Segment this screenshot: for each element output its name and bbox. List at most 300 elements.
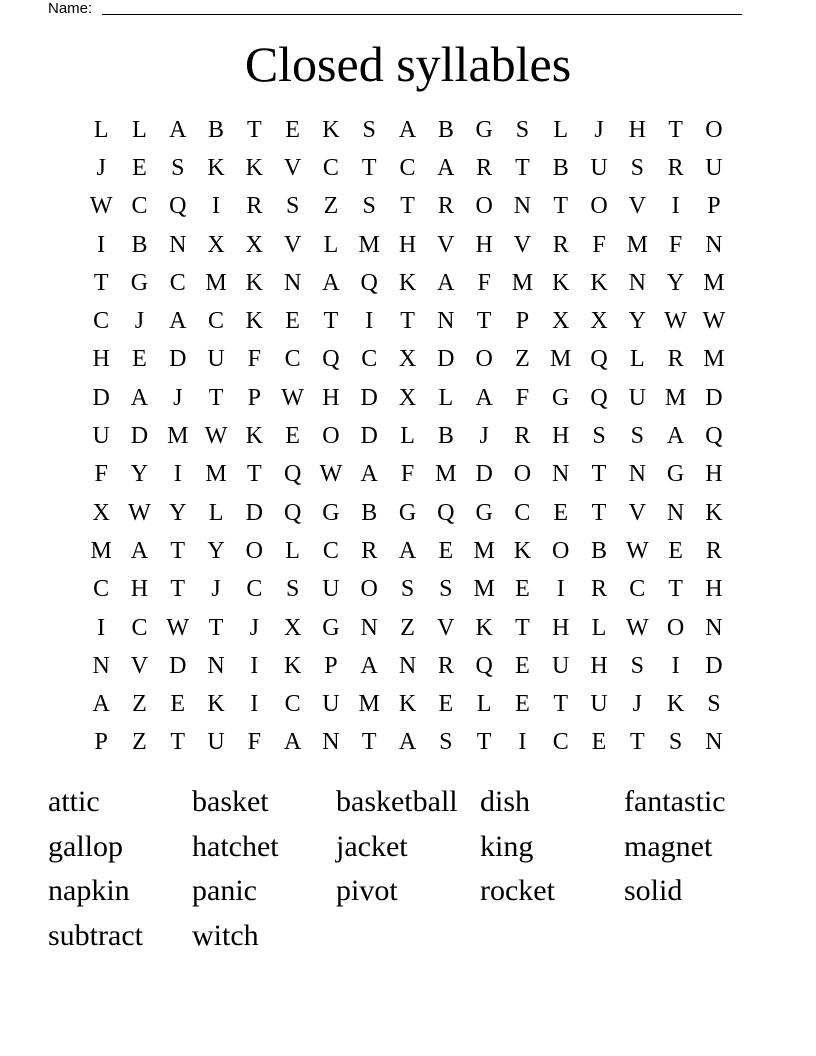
grid-letter: G — [552, 384, 570, 411]
grid-letter: N — [169, 231, 187, 258]
word-bank-item: pivot — [336, 874, 398, 908]
grid-letter: I — [173, 461, 182, 488]
grid-letter: Q — [169, 193, 187, 220]
grid-letter: A — [322, 269, 340, 296]
grid-letter: Q — [283, 499, 302, 526]
grid-letter: S — [362, 193, 376, 220]
grid-letter: J — [96, 154, 106, 181]
grid-letter: A — [475, 384, 493, 411]
grid-letter: M — [358, 691, 380, 718]
grid-letter: S — [515, 116, 530, 143]
word-bank-item: magnet — [624, 829, 713, 863]
grid-letter: O — [245, 537, 263, 564]
grid-letter: F — [247, 729, 262, 756]
word-bank-item: solid — [624, 874, 683, 908]
grid-letter: N — [513, 193, 532, 220]
grid-letter: Z — [132, 729, 147, 756]
grid-letter: K — [245, 269, 263, 296]
grid-letter: J — [134, 308, 145, 335]
grid-letter: S — [285, 576, 300, 603]
grid-letter: P — [707, 193, 721, 220]
grid-letter: S — [592, 423, 606, 450]
grid-letter: L — [591, 614, 607, 641]
grid-letter: X — [398, 346, 417, 373]
grid-letter: N — [207, 652, 225, 679]
grid-letter: W — [702, 308, 726, 335]
grid-letter: X — [552, 308, 570, 335]
grid-letter: S — [285, 193, 300, 220]
grid-letter: Z — [400, 614, 415, 641]
grid-letter: X — [92, 499, 110, 526]
name-underline — [102, 14, 742, 15]
grid-letter: N — [398, 652, 417, 679]
grid-letter: P — [94, 729, 108, 756]
grid-letter: Q — [437, 499, 455, 526]
grid-letter: L — [400, 423, 415, 450]
grid-letter: W — [319, 461, 343, 488]
grid-letter: E — [515, 576, 530, 603]
grid-letter: H — [552, 614, 570, 641]
grid-letter: M — [358, 231, 380, 258]
grid-letter: Z — [515, 346, 530, 373]
grid-letter: S — [362, 116, 376, 143]
grid-letter: T — [170, 537, 186, 564]
grid-letter: U — [322, 576, 340, 603]
grid-letter: Q — [590, 384, 608, 411]
grid-letter: H — [590, 652, 608, 679]
grid-letter: C — [246, 576, 263, 603]
grid-letter: J — [632, 691, 642, 718]
grid-letter: W — [664, 308, 687, 335]
grid-letter: E — [285, 423, 300, 450]
grid-letter: A — [360, 461, 378, 488]
grid-letter: D — [437, 346, 455, 373]
word-bank-item: hatchet — [192, 829, 279, 863]
grid-letter: S — [439, 576, 453, 603]
grid-letter: I — [556, 576, 565, 603]
grid-letter: S — [707, 691, 721, 718]
grid-letter: H — [705, 576, 723, 603]
grid-letter: C — [131, 614, 148, 641]
grid-letter: B — [437, 423, 454, 450]
word-bank-item: napkin — [48, 874, 130, 908]
grid-letter: T — [553, 691, 569, 718]
grid-letter: R — [437, 193, 454, 220]
grid-letter: T — [400, 308, 415, 335]
grid-letter: I — [212, 193, 221, 220]
grid-letter: N — [666, 499, 685, 526]
grid-letter: D — [92, 384, 110, 411]
grid-letter: A — [283, 729, 302, 756]
grid-letter: K — [666, 691, 685, 718]
grid-letter: R — [246, 193, 263, 220]
grid-letter: J — [479, 423, 489, 450]
grid-letter: A — [92, 691, 110, 718]
grid-letter: V — [130, 652, 149, 679]
grid-letter: Q — [590, 346, 608, 373]
grid-letter: W — [625, 614, 649, 641]
grid-letter: C — [399, 154, 416, 181]
grid-letter: I — [671, 193, 680, 220]
word-bank — [48, 780, 768, 959]
grid-letter: D — [705, 652, 723, 679]
grid-letter: T — [515, 614, 530, 641]
grid-letter: R — [667, 346, 684, 373]
grid-letter: A — [169, 308, 187, 335]
grid-letter: E — [515, 691, 530, 718]
grid-letter: M — [511, 269, 534, 296]
grid-letter: G — [322, 499, 340, 526]
grid-letter: J — [173, 384, 183, 411]
grid-letter: A — [130, 537, 149, 564]
grid-letter: G — [398, 499, 417, 526]
grid-letter: V — [283, 154, 302, 181]
grid-letter: S — [630, 652, 644, 679]
grid-letter: I — [250, 652, 259, 679]
grid-letter: W — [89, 193, 113, 220]
word-bank-item: basketball — [336, 785, 458, 818]
word-bank-item: basket — [192, 785, 269, 818]
grid-letter: E — [285, 116, 300, 143]
grid-letter: M — [167, 423, 189, 450]
grid-letter: A — [130, 384, 149, 411]
grid-letter: U — [628, 384, 646, 411]
grid-letter: T — [400, 193, 415, 220]
grid-letter: T — [668, 576, 683, 603]
grid-letter: N — [283, 269, 302, 296]
grid-letter: U — [590, 154, 608, 181]
grid-letter: X — [245, 231, 263, 258]
grid-letter: C — [169, 269, 186, 296]
grid-letter: K — [513, 537, 532, 564]
grid-letter: U — [705, 154, 723, 181]
grid-letter: R — [705, 537, 722, 564]
grid-letter: I — [365, 308, 374, 335]
grid-letter: U — [322, 691, 340, 718]
grid-letter: U — [590, 691, 608, 718]
grid-letter: H — [475, 231, 493, 258]
grid-letter: M — [90, 537, 112, 564]
grid-letter: H — [92, 346, 110, 373]
grid-letter: Q — [475, 652, 493, 679]
grid-letter: O — [666, 614, 685, 641]
grid-letter: R — [552, 231, 569, 258]
grid-letter: T — [515, 154, 530, 181]
grid-letter: L — [476, 691, 492, 718]
grid-letter: K — [590, 269, 608, 296]
grid-letter: N — [92, 652, 110, 679]
grid-letter: A — [360, 652, 378, 679]
grid-letter: Z — [132, 691, 147, 718]
grid-letter: W — [204, 423, 228, 450]
grid-letter: L — [629, 346, 645, 373]
grid-letter: L — [438, 384, 454, 411]
grid-letter: F — [400, 461, 415, 488]
grid-letter: R — [514, 423, 531, 450]
grid-letter: U — [92, 423, 110, 450]
grid-letter: K — [245, 154, 263, 181]
grid-letter: T — [170, 729, 186, 756]
grid-letter: I — [97, 231, 106, 258]
grid-letter: D — [475, 461, 493, 488]
grid-letter: M — [473, 576, 495, 603]
grid-letter: W — [166, 614, 190, 641]
grid-letter: K — [398, 691, 417, 718]
grid-letter: B — [552, 154, 569, 181]
grid-letter: M — [473, 537, 495, 564]
grid-letter: T — [591, 461, 607, 488]
grid-letter: N — [628, 461, 646, 488]
grid-letter: K — [705, 499, 723, 526]
grid-letter: Y — [130, 461, 149, 488]
grid-letter: O — [513, 461, 532, 488]
grid-letter: V — [283, 231, 302, 258]
word-bank-item: subtract — [48, 919, 143, 953]
grid-letter: T — [629, 729, 645, 756]
word-search-grid — [82, 111, 733, 762]
grid-letter: C — [322, 537, 339, 564]
grid-letter: A — [398, 729, 417, 756]
grid-letter: T — [247, 116, 262, 143]
grid-letter: T — [208, 384, 224, 411]
grid-letter: A — [666, 423, 685, 450]
grid-letter: K — [283, 652, 302, 679]
grid-letter: T — [668, 116, 683, 143]
grid-letter: M — [703, 269, 725, 296]
grid-letter: E — [438, 537, 454, 564]
grid-letter: X — [207, 231, 225, 258]
grid-letter: D — [245, 499, 263, 526]
grid-letter: X — [590, 308, 608, 335]
grid-letter: J — [211, 576, 221, 603]
grid-letter: B — [131, 231, 148, 258]
grid-letter: T — [361, 729, 377, 756]
grid-letter: E — [591, 729, 607, 756]
grid-letter: D — [360, 423, 378, 450]
grid-letter: H — [398, 231, 417, 258]
grid-letter: H — [130, 576, 149, 603]
grid-letter: L — [208, 499, 224, 526]
grid-letter: C — [93, 308, 110, 335]
grid-letter: W — [128, 499, 151, 526]
grid-letter: E — [515, 652, 530, 679]
grid-letter: D — [169, 652, 187, 679]
grid-letter: B — [361, 499, 378, 526]
grid-letter: G — [475, 499, 493, 526]
grid-letter: M — [435, 461, 457, 488]
grid-letter: T — [476, 308, 492, 335]
grid-letter: C — [322, 154, 339, 181]
grid-letter: D — [360, 384, 378, 411]
grid-letter: I — [518, 729, 527, 756]
grid-letter: L — [132, 116, 147, 143]
grid-letter: D — [130, 423, 149, 450]
grid-letter: T — [170, 576, 186, 603]
grid-letter: T — [93, 269, 109, 296]
grid-letter: C — [284, 691, 301, 718]
grid-letter: F — [592, 231, 606, 258]
grid-letter: Y — [666, 269, 685, 296]
grid-letter: A — [169, 116, 187, 143]
grid-letter: L — [553, 116, 569, 143]
grid-letter: H — [322, 384, 340, 411]
grid-letter: R — [476, 154, 493, 181]
grid-letter: N — [628, 269, 646, 296]
grid-letter: S — [630, 154, 644, 181]
grid-letter: Z — [323, 193, 339, 220]
grid-letter: A — [398, 116, 417, 143]
grid-letter: P — [247, 384, 262, 411]
word-bank-item: attic — [48, 785, 100, 818]
grid-letter: R — [667, 154, 684, 181]
grid-letter: S — [668, 729, 683, 756]
grid-letter: R — [361, 537, 378, 564]
grid-letter: M — [664, 384, 687, 411]
grid-letter: F — [668, 231, 683, 258]
grid-letter: S — [400, 576, 415, 603]
grid-letter: J — [249, 614, 259, 641]
grid-letter: T — [323, 308, 339, 335]
grid-letter: I — [97, 614, 106, 641]
grid-letter: S — [171, 154, 185, 181]
grid-letter: F — [515, 384, 530, 411]
grid-letter: B — [591, 537, 608, 564]
grid-letter: K — [207, 691, 225, 718]
grid-letter: M — [205, 461, 227, 488]
grid-letter: V — [628, 193, 646, 220]
grid-letter: H — [628, 116, 646, 143]
grid-letter: Q — [322, 346, 340, 373]
grid-letter: N — [705, 231, 723, 258]
grid-letter: C — [361, 346, 378, 373]
grid-letter: N — [437, 308, 455, 335]
word-bank-item: rocket — [480, 874, 555, 908]
grid-letter: O — [360, 576, 378, 603]
grid-letter: R — [591, 576, 608, 603]
grid-letter: X — [398, 384, 417, 411]
grid-letter: C — [208, 308, 225, 335]
grid-letter: V — [628, 499, 646, 526]
grid-letter: C — [514, 499, 531, 526]
grid-letter: E — [285, 308, 300, 335]
grid-letter: P — [515, 308, 530, 335]
grid-letter: L — [285, 537, 300, 564]
grid-letter: E — [132, 154, 147, 181]
grid-letter: I — [671, 652, 680, 679]
grid-letter: O — [475, 346, 493, 373]
grid-letter: C — [93, 576, 110, 603]
grid-letter: M — [205, 269, 227, 296]
grid-letter: Q — [360, 269, 378, 296]
grid-letter: E — [170, 691, 186, 718]
grid-letter: K — [398, 269, 417, 296]
grid-letter: V — [437, 614, 455, 641]
grid-letter: S — [630, 423, 644, 450]
grid-letter: U — [207, 346, 225, 373]
word-bank-item: jacket — [336, 829, 408, 863]
word-bank-item: gallop — [48, 829, 123, 863]
grid-letter: G — [666, 461, 685, 488]
grid-letter: O — [322, 423, 340, 450]
grid-letter: N — [360, 614, 378, 641]
grid-letter: K — [245, 308, 263, 335]
grid-letter: H — [705, 461, 723, 488]
grid-letter: T — [208, 614, 224, 641]
grid-letter: C — [552, 729, 569, 756]
grid-letter: C — [284, 346, 301, 373]
name-label: Name: — [48, 0, 93, 17]
grid-letter: L — [323, 231, 339, 258]
grid-letter: T — [247, 461, 262, 488]
grid-letter: G — [322, 614, 340, 641]
grid-letter: B — [437, 116, 454, 143]
grid-letter: E — [668, 537, 683, 564]
grid-letter: I — [250, 691, 259, 718]
word-bank-item: dish — [480, 785, 531, 818]
grid-letter: M — [550, 346, 572, 373]
grid-letter: D — [705, 384, 723, 411]
grid-letter: G — [475, 116, 493, 143]
grid-letter: T — [553, 193, 569, 220]
grid-letter: K — [552, 269, 570, 296]
grid-letter: B — [208, 116, 225, 143]
grid-letter: Q — [283, 461, 302, 488]
grid-letter: A — [398, 537, 417, 564]
grid-letter: U — [207, 729, 225, 756]
grid-letter: M — [626, 231, 648, 258]
grid-letter: A — [437, 269, 455, 296]
grid-letter: V — [437, 231, 455, 258]
grid-letter: J — [594, 116, 604, 143]
grid-letter: K — [475, 614, 493, 641]
grid-letter: S — [439, 729, 453, 756]
grid-letter: A — [437, 154, 455, 181]
grid-letter: O — [705, 116, 723, 143]
grid-letter: F — [247, 346, 262, 373]
grid-letter: O — [475, 193, 493, 220]
grid-letter: K — [322, 116, 340, 143]
grid-letter: O — [590, 193, 608, 220]
grid-letter: G — [130, 269, 149, 296]
word-bank-item: fantastic — [624, 785, 726, 818]
grid-letter: F — [94, 461, 108, 488]
grid-letter: P — [324, 652, 338, 679]
grid-letter: H — [552, 423, 570, 450]
grid-letter: N — [705, 729, 723, 756]
word-bank-item: king — [480, 829, 534, 863]
grid-letter: T — [361, 154, 377, 181]
grid-letter: Y — [169, 499, 187, 526]
word-bank-item: witch — [192, 919, 259, 953]
word-bank-item: panic — [192, 874, 257, 908]
grid-letter: X — [283, 614, 302, 641]
grid-letter: R — [437, 652, 454, 679]
grid-letter: N — [552, 461, 570, 488]
page-title: Closed syllables — [244, 36, 572, 92]
grid-letter: E — [438, 691, 454, 718]
grid-letter: K — [207, 154, 225, 181]
grid-letter: D — [169, 346, 187, 373]
grid-letter: C — [629, 576, 646, 603]
grid-letter: T — [591, 499, 607, 526]
grid-letter: U — [552, 652, 570, 679]
grid-letter: O — [552, 537, 570, 564]
grid-letter: V — [513, 231, 532, 258]
grid-letter: K — [245, 423, 263, 450]
grid-letter: E — [132, 346, 147, 373]
grid-letter: N — [705, 614, 723, 641]
grid-letter: L — [93, 116, 109, 143]
